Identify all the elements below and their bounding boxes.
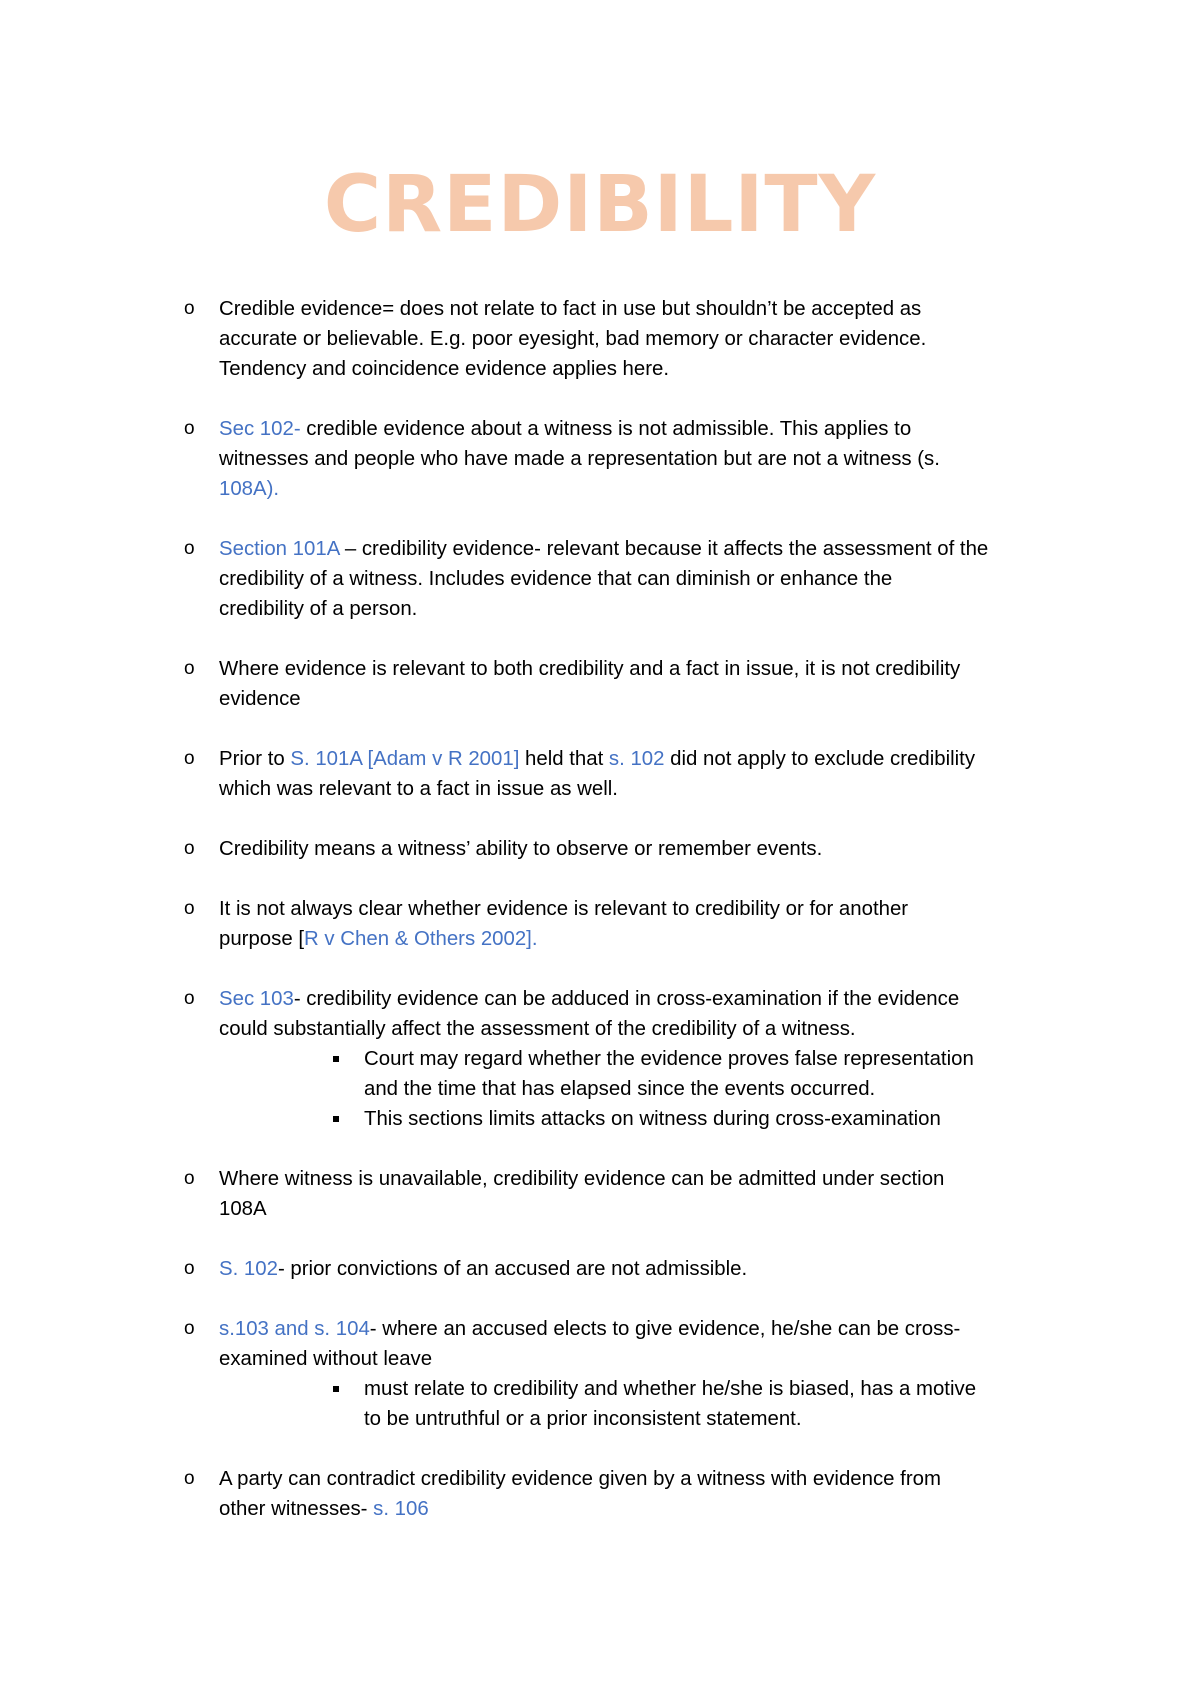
section-reference: s. 102 bbox=[608, 748, 665, 770]
item-line: Where witness is unavailable, credibility evidence can be admitted under section bbox=[219, 1168, 945, 1190]
item-text: other witnesses- bbox=[219, 1498, 374, 1520]
circle-bullet-icon: o bbox=[184, 1258, 195, 1279]
item-line: which was relevant to a fact in issue as well. bbox=[219, 778, 618, 800]
item-text: purpose [ bbox=[219, 928, 305, 950]
circle-bullet-icon: o bbox=[184, 298, 195, 319]
item-line: Credible evidence= does not relate to fact in use but shouldn’t be accepted as bbox=[219, 298, 922, 320]
circle-bullet-icon: o bbox=[184, 658, 195, 679]
item-line: witnesses and people who have made a representation but are not a witness (s. bbox=[219, 448, 940, 470]
sub-item-line: This sections limits attacks on witness during cross-examination bbox=[364, 1108, 941, 1130]
circle-bullet-icon: o bbox=[184, 1168, 195, 1189]
square-bullet-icon bbox=[333, 1056, 339, 1062]
item-line bbox=[219, 1254, 1069, 1284]
sub-item-line: and the time that has elapsed since the events occurred. bbox=[364, 1078, 876, 1100]
item-line bbox=[219, 984, 1069, 1014]
item-line: Tendency and coincidence evidence applies here. bbox=[219, 358, 670, 380]
circle-bullet-icon: o bbox=[184, 988, 195, 1009]
item-line: 108A bbox=[219, 1198, 267, 1220]
circle-bullet-icon: o bbox=[184, 898, 195, 919]
section-reference: Sec 102- bbox=[219, 418, 301, 440]
section-reference: S. 102 bbox=[219, 1258, 278, 1280]
item-text: - prior convictions of an accused are not admissible. bbox=[277, 1258, 748, 1280]
item-text: credible evidence about a witness is not admissible. This applies to bbox=[300, 418, 912, 440]
section-reference: Section 101A bbox=[219, 538, 340, 560]
square-bullet-icon bbox=[333, 1116, 339, 1122]
circle-bullet-icon: o bbox=[184, 1468, 195, 1489]
item-line: credibility of a witness. Includes evidence that can diminish or enhance the bbox=[219, 568, 893, 590]
section-reference: 108A). bbox=[219, 478, 280, 500]
case-reference: S. 101A [Adam v R 2001] bbox=[290, 748, 520, 770]
circle-bullet-icon: o bbox=[184, 1318, 195, 1339]
item-line bbox=[219, 534, 1069, 564]
circle-bullet-icon: o bbox=[184, 838, 195, 859]
item-line: A party can contradict credibility evidence given by a witness with evidence from bbox=[219, 1468, 941, 1490]
circle-bullet-icon: o bbox=[184, 418, 195, 439]
item-line bbox=[219, 744, 1069, 774]
sub-item-line: to be untruthful or a prior inconsistent statement. bbox=[364, 1408, 802, 1430]
circle-bullet-icon: o bbox=[184, 748, 195, 769]
item-text: – credibility evidence- relevant because it affects the assessment of the bbox=[339, 538, 989, 560]
section-reference: Sec 103 bbox=[219, 988, 294, 1010]
item-text: Prior to bbox=[219, 748, 291, 770]
section-reference: s.103 and s. 104 bbox=[219, 1318, 370, 1340]
item-line: Where evidence is relevant to both credibility and a fact in issue, it is not credibility bbox=[219, 658, 961, 680]
item-line: examined without leave bbox=[219, 1348, 433, 1370]
item-line: Credibility means a witness’ ability to observe or remember events. bbox=[219, 838, 823, 860]
item-line: accurate or believable. E.g. poor eyesight, bad memory or character evidence. bbox=[219, 328, 927, 350]
item-line bbox=[219, 1494, 1069, 1524]
circle-bullet-icon: o bbox=[184, 538, 195, 559]
page-title: CREDIBILITY bbox=[323, 160, 877, 250]
item-text: held that bbox=[519, 748, 609, 770]
item-line bbox=[219, 924, 1069, 954]
item-line: could substantially affect the assessment of the credibility of a witness. bbox=[219, 1018, 856, 1040]
sub-item-line: must relate to credibility and whether he/she is biased, has a motive bbox=[364, 1378, 977, 1400]
item-text: did not apply to exclude credibility bbox=[664, 748, 976, 770]
item-line: credibility of a person. bbox=[219, 598, 418, 620]
sub-item-line: Court may regard whether the evidence proves false representation bbox=[364, 1048, 974, 1070]
item-line bbox=[219, 1314, 1069, 1344]
section-reference: s. 106 bbox=[373, 1498, 429, 1520]
item-line: It is not always clear whether evidence is relevant to credibility or for another bbox=[219, 898, 909, 920]
item-text: - credibility evidence can be adduced in cross-examination if the evidence bbox=[293, 988, 960, 1010]
square-bullet-icon bbox=[333, 1386, 339, 1392]
item-line: evidence bbox=[219, 688, 301, 710]
item-line bbox=[219, 414, 1069, 444]
item-text: - where an accused elects to give evidence, he/she can be cross- bbox=[369, 1318, 961, 1340]
case-reference: R v Chen & Others 2002]. bbox=[304, 928, 538, 950]
